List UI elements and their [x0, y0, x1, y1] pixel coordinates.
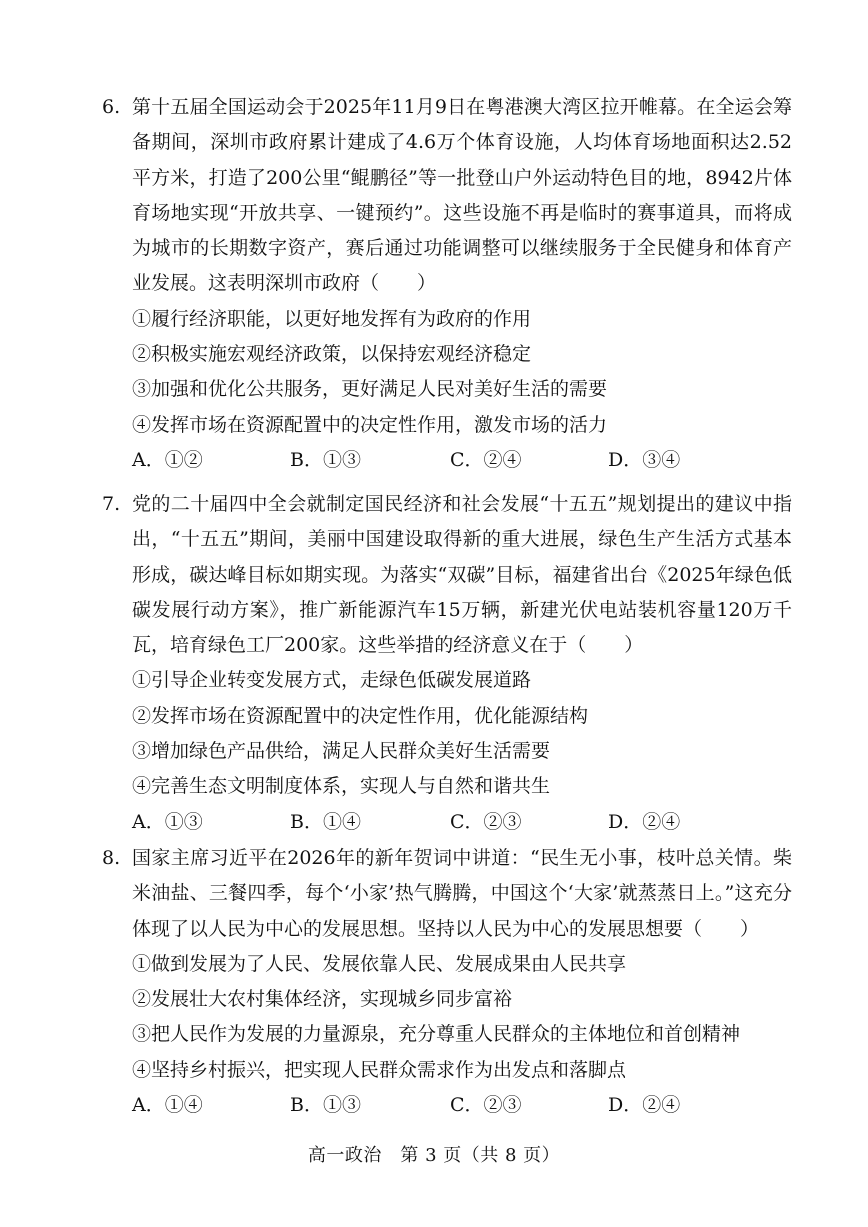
question-6: [102, 90, 792, 478]
option-2: ②发挥市场在资源配置中的决定性作用，优化能源结构: [132, 704, 589, 727]
page-footer: 高一政治 第 3 页（共 8 页）: [307, 1145, 561, 1166]
question-7: [102, 487, 792, 840]
option-1: ①履行经济职能，以更好地发挥有为政府的作用: [132, 307, 532, 330]
question-number: 6.: [102, 96, 121, 118]
choice-a: A．①②: [132, 448, 203, 471]
question-number: 8.: [102, 847, 121, 869]
option-3: ③把人民作为发展的力量源泉，充分尊重人民群众的主体地位和首创精神: [132, 1023, 741, 1046]
option-1: ①引导企业转变发展方式，走绿色低碳发展道路: [132, 669, 532, 692]
choice-d: D．②④: [608, 810, 681, 833]
question-stem: 国家主席习近平在2026年的新年贺词中讲道：“民生无小事，枝叶总关情。柴米油盐、三餐四季，每个‘小家’热气腾腾，中国这个‘大家’就蒸蒸日上。”这充分体现了以人民为中心的发展思想。坚持以人民为中心的发展思想要（ ）: [132, 847, 792, 940]
choice-a: A．①④: [132, 1094, 203, 1117]
question-stem: 第十五届全国运动会于2025年11月9日在粤港澳大湾区拉开帷幕。在全运会筹备期间，深圳市政府累计建成了4.6万个体育设施，人均体育场地面积达2.52平方米，打造了200公里“鲲鹏径”等一批登山户外运动特色目的地，8942片体育场地实现“开放共享、一键预约”。这些设施不再是临时的赛事道具，而将成为城市的长期数字资产，赛后通过功能调整可以继续服务于全民健身和体育产业发展。这表明深圳市政府（ ）: [132, 96, 792, 295]
option-2: ②发展壮大农村集体经济，实现城乡同步富裕: [132, 988, 513, 1011]
option-3: ③加强和优化公共服务，更好满足人民对美好生活的需要: [132, 378, 608, 401]
option-4: ④完善生态文明制度体系，实现人与自然和谐共生: [132, 775, 551, 798]
choice-c: C．②③: [450, 1094, 522, 1117]
choice-c: C．②④: [450, 448, 522, 471]
question-number: 7.: [102, 493, 121, 515]
option-1: ①做到发展为了人民、发展依靠人民、发展成果由人民共享: [132, 952, 627, 975]
answer-choices: [132, 443, 792, 478]
answer-choices: [132, 805, 792, 840]
option-4: ④发挥市场在资源配置中的决定性作用，激发市场的活力: [132, 413, 608, 436]
question-8: [102, 841, 792, 1123]
option-4: ④坚持乡村振兴，把实现人民群众需求作为出发点和落脚点: [132, 1058, 627, 1081]
choice-b: B．①④: [290, 810, 361, 833]
option-3: ③增加绿色产品供给，满足人民群众美好生活需要: [132, 740, 551, 763]
option-2: ②积极实施宏观经济政策，以保持宏观经济稳定: [132, 343, 532, 366]
choice-b: B．①③: [290, 1094, 361, 1117]
answer-choices: [132, 1088, 792, 1123]
choice-c: C．②③: [450, 810, 522, 833]
choice-d: D．②④: [608, 1094, 681, 1117]
question-stem: 党的二十届四中全会就制定国民经济和社会发展“十五五”规划提出的建议中指出，“十五五”期间，美丽中国建设取得新的重大进展，绿色生产生活方式基本形成，碳达峰目标如期实现。为落实“双碳”目标，福建省出台《2025年绿色低碳发展行动方案》，推广新能源汽车15万辆，新建光伏电站装机容量120万千瓦，培育绿色工厂200家。这些举措的经济意义在于（ ）: [132, 493, 792, 657]
choice-a: A．①③: [132, 810, 203, 833]
choice-b: B．①③: [290, 448, 361, 471]
choice-d: D．③④: [608, 448, 681, 471]
